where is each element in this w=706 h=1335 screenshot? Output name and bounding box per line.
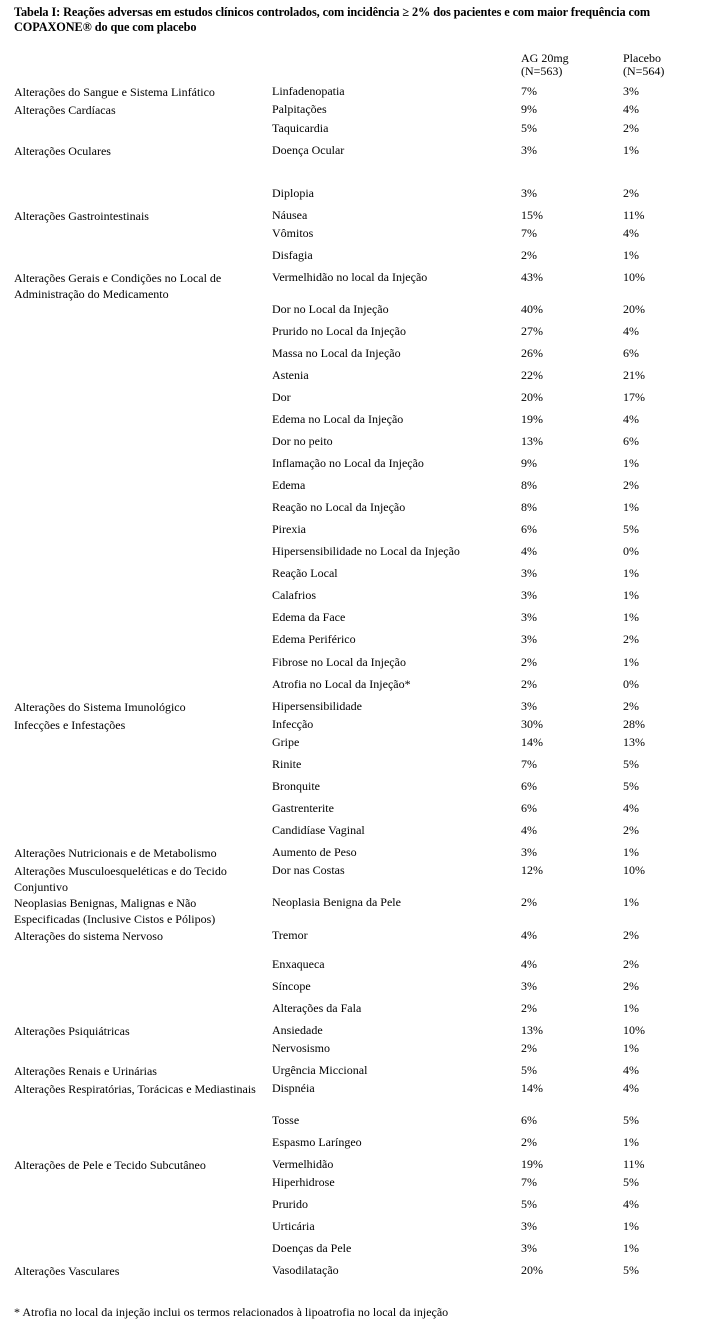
- reaction-cell: Fibrose no Local da Injeção: [272, 655, 406, 669]
- placebo-value-cell: 1%: [623, 500, 639, 514]
- reaction-cell: Edema da Face: [272, 610, 346, 624]
- reaction-cell: Espasmo Laríngeo: [272, 1135, 362, 1149]
- reaction-cell: Urticária: [272, 1219, 315, 1233]
- ag-value-cell: 8%: [521, 500, 537, 514]
- ag-value-cell: 6%: [521, 779, 537, 793]
- placebo-value-cell: 20%: [623, 302, 645, 316]
- reaction-cell: Massa no Local da Injeção: [272, 346, 401, 360]
- placebo-value-cell: 2%: [623, 121, 639, 135]
- ag-value-cell: 9%: [521, 456, 537, 470]
- placebo-value-cell: 1%: [623, 845, 639, 859]
- ag-value-cell: 3%: [521, 1219, 537, 1233]
- placebo-value-cell: 1%: [623, 1135, 639, 1149]
- column-header-placebo-name: Placebo: [623, 51, 661, 65]
- reaction-cell: Dor no peito: [272, 434, 333, 448]
- placebo-value-cell: 10%: [623, 863, 645, 877]
- ag-value-cell: 43%: [521, 270, 543, 284]
- reaction-cell: Náusea: [272, 208, 308, 222]
- reaction-cell: Linfadenopatia: [272, 84, 345, 98]
- placebo-value-cell: 5%: [623, 779, 639, 793]
- placebo-value-cell: 4%: [623, 1197, 639, 1211]
- ag-value-cell: 19%: [521, 1157, 543, 1171]
- category-cell: Alterações do Sangue e Sistema Linfático: [14, 85, 215, 99]
- placebo-value-cell: 6%: [623, 434, 639, 448]
- ag-value-cell: 5%: [521, 1063, 537, 1077]
- placebo-value-cell: 1%: [623, 1001, 639, 1015]
- placebo-value-cell: 1%: [623, 1219, 639, 1233]
- placebo-value-cell: 1%: [623, 1241, 639, 1255]
- ag-value-cell: 27%: [521, 324, 543, 338]
- ag-value-cell: 3%: [521, 186, 537, 200]
- ag-value-cell: 26%: [521, 346, 543, 360]
- reaction-cell: Alterações da Fala: [272, 1001, 362, 1015]
- reaction-cell: Vasodilatação: [272, 1263, 339, 1277]
- reaction-cell: Neoplasia Benigna da Pele: [272, 895, 401, 909]
- placebo-value-cell: 1%: [623, 143, 639, 157]
- reaction-cell: Hipersensibilidade no Local da Injeção: [272, 544, 460, 558]
- placebo-value-cell: 2%: [623, 957, 639, 971]
- placebo-value-cell: 11%: [623, 208, 645, 222]
- reaction-cell: Disfagia: [272, 248, 313, 262]
- placebo-value-cell: 0%: [623, 677, 639, 691]
- reaction-cell: Tremor: [272, 928, 308, 942]
- category-cell: Alterações Gerais e Condições no Local de Administração do Medicamento: [14, 271, 222, 301]
- reaction-cell: Hiperhidrose: [272, 1175, 335, 1189]
- ag-value-cell: 2%: [521, 677, 537, 691]
- reaction-cell: Urgência Miccional: [272, 1063, 368, 1077]
- placebo-value-cell: 11%: [623, 1157, 645, 1171]
- ag-value-cell: 2%: [521, 1001, 537, 1015]
- reaction-cell: Reação Local: [272, 566, 338, 580]
- category-cell: Alterações do Sistema Imunológico: [14, 700, 186, 714]
- ag-value-cell: 3%: [521, 979, 537, 993]
- placebo-value-cell: 2%: [623, 928, 639, 942]
- placebo-value-cell: 1%: [623, 655, 639, 669]
- ag-value-cell: 7%: [521, 84, 537, 98]
- placebo-value-cell: 21%: [623, 368, 645, 382]
- placebo-value-cell: 28%: [623, 717, 645, 731]
- placebo-value-cell: 3%: [623, 84, 639, 98]
- category-cell: Alterações Renais e Urinárias: [14, 1064, 157, 1078]
- placebo-value-cell: 1%: [623, 1041, 639, 1055]
- reaction-cell: Doenças da Pele: [272, 1241, 352, 1255]
- category-cell: Alterações Gastrointestinais: [14, 209, 149, 223]
- reaction-cell: Astenia: [272, 368, 309, 382]
- placebo-value-cell: 1%: [623, 895, 639, 909]
- placebo-value-cell: 2%: [623, 186, 639, 200]
- reaction-cell: Aumento de Peso: [272, 845, 357, 859]
- ag-value-cell: 3%: [521, 143, 537, 157]
- reaction-cell: Gripe: [272, 735, 300, 749]
- placebo-value-cell: 4%: [623, 801, 639, 815]
- ag-value-cell: 2%: [521, 1041, 537, 1055]
- placebo-value-cell: 5%: [623, 1113, 639, 1127]
- category-cell: Alterações Oculares: [14, 144, 111, 158]
- column-header-placebo: [623, 52, 664, 78]
- ag-value-cell: 7%: [521, 1175, 537, 1189]
- ag-value-cell: 2%: [521, 895, 537, 909]
- reaction-cell: Edema: [272, 478, 306, 492]
- ag-value-cell: 13%: [521, 434, 543, 448]
- reaction-cell: Gastrenterite: [272, 801, 334, 815]
- ag-value-cell: 3%: [521, 632, 537, 646]
- reaction-cell: Calafrios: [272, 588, 316, 602]
- ag-value-cell: 2%: [521, 248, 537, 262]
- reaction-cell: Diplopia: [272, 186, 314, 200]
- placebo-value-cell: 4%: [623, 1063, 639, 1077]
- reaction-cell: Prurido: [272, 1197, 308, 1211]
- reaction-cell: Nervosismo: [272, 1041, 330, 1055]
- reaction-cell: Reação no Local da Injeção: [272, 500, 406, 514]
- ag-value-cell: 3%: [521, 566, 537, 580]
- placebo-value-cell: 5%: [623, 1263, 639, 1277]
- ag-value-cell: 3%: [521, 1241, 537, 1255]
- placebo-value-cell: 5%: [623, 757, 639, 771]
- placebo-value-cell: 4%: [623, 102, 639, 116]
- reaction-cell: Atrofia no Local da Injeção*: [272, 677, 411, 691]
- placebo-value-cell: 5%: [623, 1175, 639, 1189]
- placebo-value-cell: 13%: [623, 735, 645, 749]
- reaction-cell: Inflamação no Local da Injeção: [272, 456, 424, 470]
- ag-value-cell: 20%: [521, 1263, 543, 1277]
- category-cell: Alterações Cardíacas: [14, 103, 116, 117]
- ag-value-cell: 4%: [521, 928, 537, 942]
- placebo-value-cell: 2%: [623, 699, 639, 713]
- ag-value-cell: 6%: [521, 801, 537, 815]
- reaction-cell: Dor nas Costas: [272, 863, 345, 877]
- placebo-value-cell: 4%: [623, 1081, 639, 1095]
- placebo-value-cell: 2%: [623, 979, 639, 993]
- ag-value-cell: 2%: [521, 1135, 537, 1149]
- ag-value-cell: 15%: [521, 208, 543, 222]
- ag-value-cell: 3%: [521, 588, 537, 602]
- reaction-cell: Tosse: [272, 1113, 300, 1127]
- footnote: * Atrofia no local da injeção inclui os termos relacionados à lipoatrofia no local da injeção: [14, 1305, 449, 1319]
- ag-value-cell: 5%: [521, 1197, 537, 1211]
- ag-value-cell: 22%: [521, 368, 543, 382]
- ag-value-cell: 5%: [521, 121, 537, 135]
- reaction-cell: Dor no Local da Injeção: [272, 302, 389, 316]
- ag-value-cell: 7%: [521, 226, 537, 240]
- placebo-value-cell: 4%: [623, 226, 639, 240]
- reaction-cell: Síncope: [272, 979, 311, 993]
- ag-value-cell: 30%: [521, 717, 543, 731]
- category-cell: Infecções e Infestações: [14, 718, 126, 732]
- ag-value-cell: 6%: [521, 1113, 537, 1127]
- placebo-value-cell: 1%: [623, 610, 639, 624]
- reaction-cell: Vermelhidão: [272, 1157, 334, 1171]
- reaction-cell: Hipersensibilidade: [272, 699, 362, 713]
- reaction-cell: Vermelhidão no local da Injeção: [272, 270, 428, 284]
- category-cell: Alterações de Pele e Tecido Subcutâneo: [14, 1158, 206, 1172]
- placebo-value-cell: 4%: [623, 324, 639, 338]
- placebo-value-cell: 10%: [623, 270, 645, 284]
- table-title: Tabela I: Reações adversas em estudos clínicos controlados, com incidência ≥ 2% dos pacientes e com maior frequência com COPAXONE® do que com placebo: [14, 5, 651, 34]
- category-cell: Alterações do sistema Nervoso: [14, 929, 163, 943]
- ag-value-cell: 3%: [521, 845, 537, 859]
- ag-value-cell: 14%: [521, 1081, 543, 1095]
- placebo-value-cell: 1%: [623, 566, 639, 580]
- ag-value-cell: 12%: [521, 863, 543, 877]
- reaction-cell: Taquicardia: [272, 121, 329, 135]
- reaction-cell: Dispnéia: [272, 1081, 315, 1095]
- category-cell: Neoplasias Benignas, Malignas e Não Especificadas (Inclusive Cistos e Pólipos): [14, 896, 216, 926]
- reaction-cell: Dor: [272, 390, 291, 404]
- ag-value-cell: 13%: [521, 1023, 543, 1037]
- placebo-value-cell: 17%: [623, 390, 645, 404]
- reaction-cell: Prurido no Local da Injeção: [272, 324, 406, 338]
- ag-value-cell: 14%: [521, 735, 543, 749]
- placebo-value-cell: 6%: [623, 346, 639, 360]
- ag-value-cell: 3%: [521, 699, 537, 713]
- placebo-value-cell: 4%: [623, 412, 639, 426]
- category-cell: Alterações Nutricionais e de Metabolismo: [14, 846, 217, 860]
- reaction-cell: Palpitações: [272, 102, 327, 116]
- column-header-ag-n: (N=563): [521, 64, 563, 78]
- placebo-value-cell: 2%: [623, 823, 639, 837]
- ag-value-cell: 20%: [521, 390, 543, 404]
- ag-value-cell: 4%: [521, 544, 537, 558]
- reaction-cell: Candidíase Vaginal: [272, 823, 365, 837]
- ag-value-cell: 40%: [521, 302, 543, 316]
- ag-value-cell: 7%: [521, 757, 537, 771]
- reaction-cell: Doença Ocular: [272, 143, 345, 157]
- ag-value-cell: 19%: [521, 412, 543, 426]
- placebo-value-cell: 2%: [623, 632, 639, 646]
- column-header-ag-name: AG 20mg: [521, 51, 569, 65]
- ag-value-cell: 8%: [521, 478, 537, 492]
- placebo-value-cell: 1%: [623, 456, 639, 470]
- reaction-cell: Vômitos: [272, 226, 314, 240]
- reaction-cell: Edema no Local da Injeção: [272, 412, 404, 426]
- reaction-cell: Enxaqueca: [272, 957, 325, 971]
- ag-value-cell: 9%: [521, 102, 537, 116]
- category-cell: Alterações Respiratórias, Torácicas e Mediastinais: [14, 1082, 256, 1096]
- ag-value-cell: 3%: [521, 610, 537, 624]
- placebo-value-cell: 2%: [623, 478, 639, 492]
- category-cell: Alterações Psiquiátricas: [14, 1024, 130, 1038]
- placebo-value-cell: 1%: [623, 248, 639, 262]
- reaction-cell: Rinite: [272, 757, 302, 771]
- category-cell: Alterações Vasculares: [14, 1264, 120, 1278]
- placebo-value-cell: 0%: [623, 544, 639, 558]
- column-header-placebo-n: (N=564): [623, 64, 665, 78]
- ag-value-cell: 6%: [521, 522, 537, 536]
- placebo-value-cell: 10%: [623, 1023, 645, 1037]
- column-header-ag: [521, 52, 569, 78]
- reaction-cell: Edema Periférico: [272, 632, 356, 646]
- reaction-cell: Bronquite: [272, 779, 320, 793]
- placebo-value-cell: 5%: [623, 522, 639, 536]
- category-cell: Alterações Musculoesqueléticas e do Tecido Conjuntivo: [14, 864, 227, 894]
- reaction-cell: Infecção: [272, 717, 314, 731]
- ag-value-cell: 4%: [521, 957, 537, 971]
- reaction-cell: Ansiedade: [272, 1023, 323, 1037]
- placebo-value-cell: 1%: [623, 588, 639, 602]
- reaction-cell: Pirexia: [272, 522, 306, 536]
- ag-value-cell: 4%: [521, 823, 537, 837]
- ag-value-cell: 2%: [521, 655, 537, 669]
